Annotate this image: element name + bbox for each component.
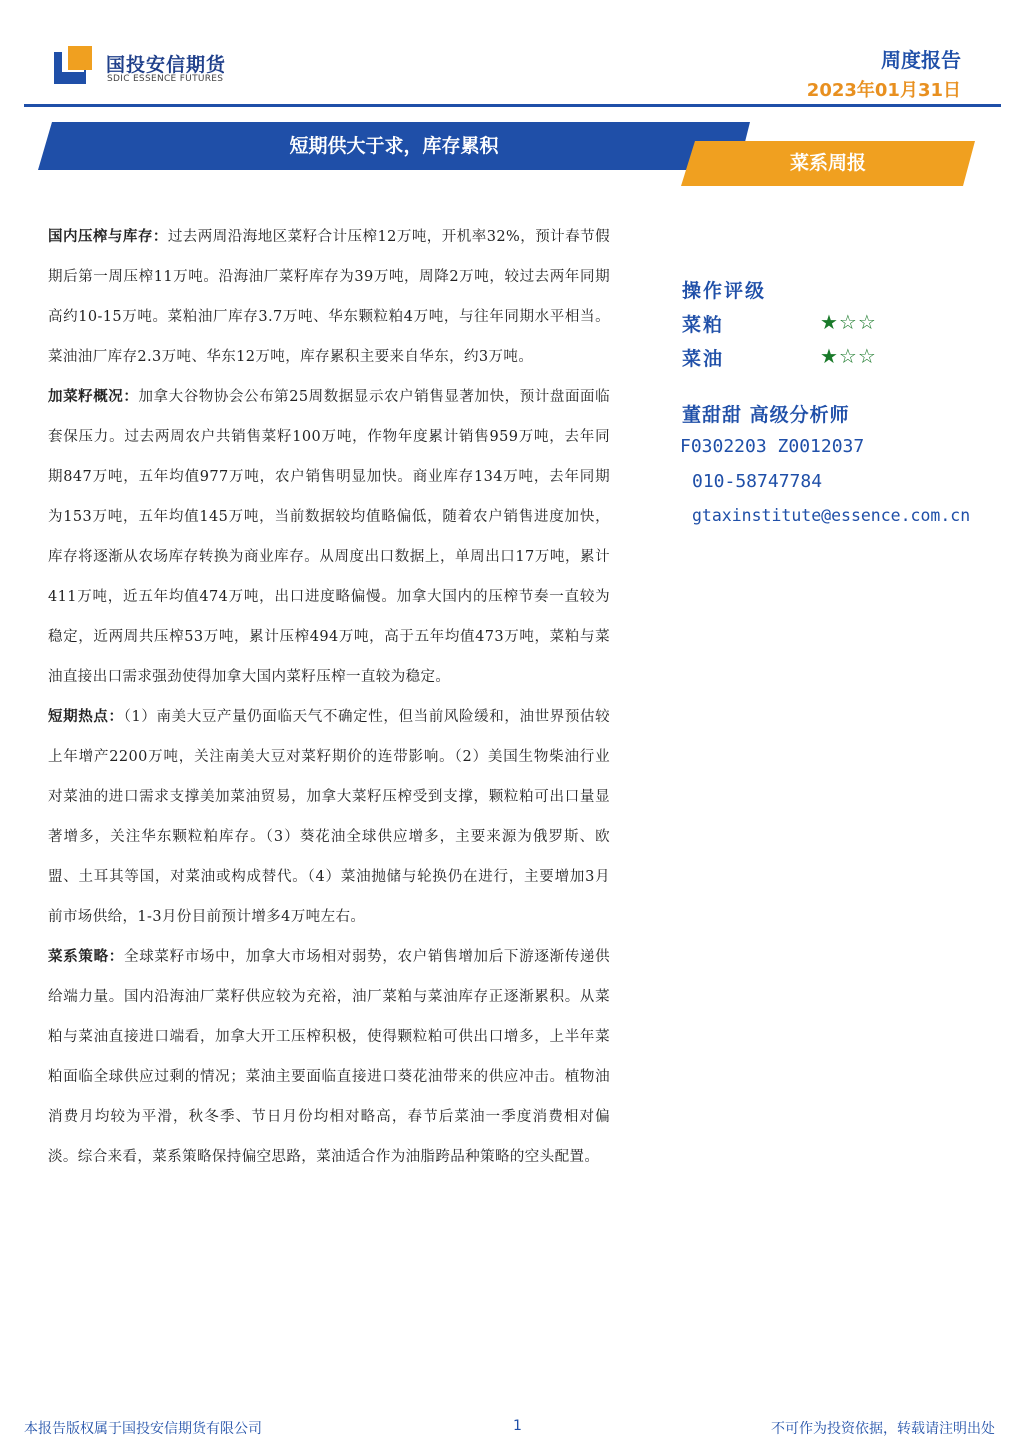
paragraph-text: 过去两周沿海地区菜籽合计压榨12万吨，开机率32%，预计春节假期后第一周压榨11万吨。沿海油厂菜籽库存为39万吨，周降2万吨，较过去两年同期高约10-15万吨。菜粕油厂库存3.7万吨、华东颗粒粕4万吨，与往年同期水平相当。菜油油厂库存2.3万吨、华东12万吨，库存累积主要来自华东，约3万吨。 (48, 229, 611, 365)
rating-label: 菜粕 (682, 314, 725, 336)
star-rating-icon: ★☆☆ (820, 310, 877, 334)
footer-copyright: 本报告版权属于国投安信期货有限公司 (24, 1421, 262, 1437)
rating-label: 菜油 (682, 348, 725, 370)
report-title: 短期供大于求，库存累积 (289, 135, 499, 157)
paragraph-heading: 加菜籽概况： (48, 388, 139, 405)
footer-disclaimer: 不可作为投资依据，转载请注明出处 (771, 1421, 995, 1437)
report-body (48, 217, 610, 1177)
header-divider (24, 104, 1001, 107)
star-rating-icon: ★☆☆ (820, 344, 877, 368)
company-name-en: SDIC ESSENCE FUTURES (107, 74, 224, 84)
paragraph-text: 全球菜籽市场中，加拿大市场相对弱势，农户销售增加后下游逐渐传递供给端力量。国内沿海油厂菜籽供应较为充裕，油厂菜粕与菜油库存正逐渐累积。从菜粕与菜油直接进口端看，加拿大开工压榨积极，使得颗粒粕可供出口增多，上半年菜粕面临全球供应过剩的情况；菜油主要面临直接进口葵花油带来的供应冲击。植物油消费月均较为平滑，秋冬季、节日月份均相对略高，春节后菜油一季度消费相对偏淡。综合来看，菜系策略保持偏空思路，菜油适合作为油脂跨品种策略的空头配置。 (48, 949, 611, 1165)
paragraph-text: （1）南美大豆产量仍面临天气不确定性，但当前风险缓和，油世界预估较上年增产2200万吨，关注南美大豆对菜籽期价的连带影响。（2）美国生物柴油行业对菜油的进口需求支撑美加菜油贸易，加拿大菜籽压榨受到支撑，颗粒粕可出口量显著增多，关注华东颗粒粕库存。（3）葵花油全球供应增多，主要来源为俄罗斯、欧盟、土耳其等国，对菜油或构成替代。（4）菜油抛储与轮换仍在进行，主要增加3月前市场供给，1-3月份目前预计增多4万吨左右。 (48, 709, 610, 925)
paragraph-text: 加拿大谷物协会公布第25周数据显示农户销售显著加快，预计盘面面临套保压力。过去两周农户共销售菜籽100万吨，作物年度累计销售959万吨，去年同期847万吨，五年均值977万吨，农户销售明显加快。商业库存134万吨，去年同期为153万吨，五年均值145万吨，当前数据较均值略偏低，随着农户销售进度加快，库存将逐渐从农场库存转换为商业库存。从周度出口数据上，单周出口17万吨，累计411万吨，近五年均值474万吨，出口进度略偏慢。加拿大国内的压榨节奏一直较为稳定，近两周共压榨53万吨，累计压榨494万吨，高于五年均值473万吨，菜粕与菜油直接出口需求强劲使得加拿大国内菜籽压榨一直较为稳定。 (48, 389, 611, 685)
company-logo (54, 42, 98, 86)
report-type: 周度报告 (881, 48, 961, 72)
paragraph-heading: 国内压榨与库存： (48, 228, 168, 245)
report-subtitle: 菜系周报 (789, 152, 866, 174)
rating-row-oil (682, 344, 892, 374)
analyst-email[interactable]: gtaxinstitute@essence.com.cn (692, 506, 971, 525)
rating-row-meal (682, 310, 892, 340)
analyst-phone: 010-58747784 (692, 471, 823, 492)
rating-title: 操作评级 (682, 280, 767, 302)
company-name-cn: 国投安信期货 (106, 54, 227, 76)
report-date: 2023年01月31日 (806, 80, 961, 101)
paragraph-domestic (48, 217, 610, 377)
logo-orange-block (68, 46, 92, 70)
page-number: 1 (513, 1418, 522, 1434)
paragraph-heading: 短期热点： (48, 708, 124, 725)
paragraph-heading: 菜系策略： (48, 948, 124, 965)
analyst-name: 董甜甜 高级分析师 (682, 404, 850, 426)
analyst-license: F0302203 Z0012037 (680, 436, 865, 457)
paragraph-strategy (48, 937, 610, 1177)
paragraph-hotspots (48, 697, 610, 937)
paragraph-canada (48, 377, 610, 697)
